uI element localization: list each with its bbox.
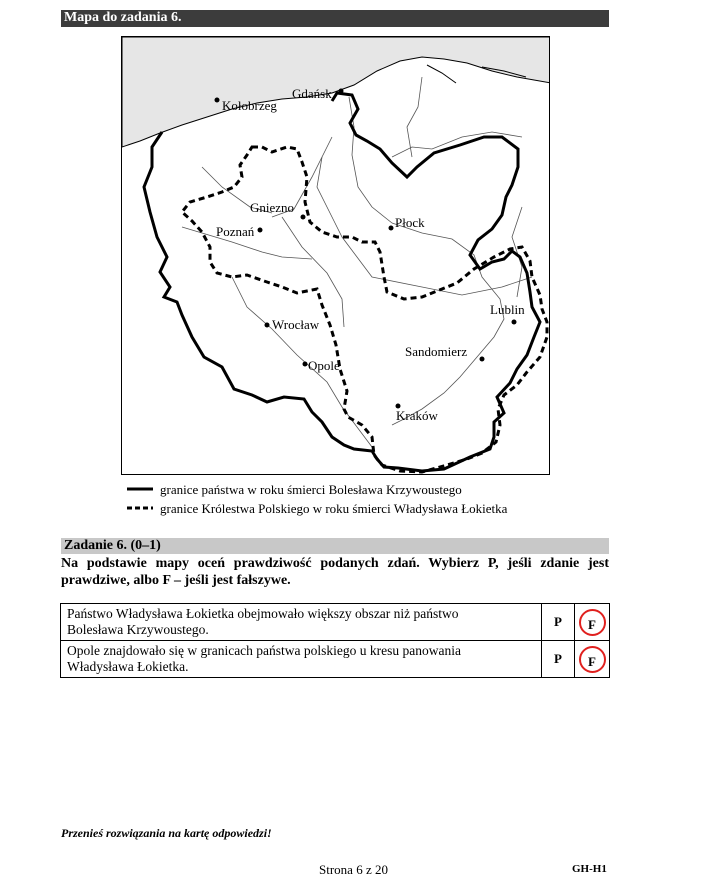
historical-map <box>121 36 550 475</box>
dashed-line-symbol <box>127 506 153 510</box>
city-plock: Płock <box>395 215 425 230</box>
document-code: GH-H1 <box>572 863 607 875</box>
legend-dashed-label: granice Królestwa Polskiego w roku śmierci Władysława Łokietka <box>160 501 508 516</box>
option-f[interactable] <box>575 641 610 678</box>
city-wroclaw: Wrocław <box>272 317 320 332</box>
answer-table <box>60 603 610 678</box>
statement-row <box>61 641 610 678</box>
option-p[interactable]: P <box>542 641 575 678</box>
city-gdansk: Gdańsk <box>292 86 332 101</box>
option-f[interactable] <box>575 604 610 641</box>
option-p[interactable]: P <box>542 604 575 641</box>
selected-option-f[interactable]: F <box>579 609 606 636</box>
statement-line: Państwo Władysława Łokietka obejmowało większy obszar niż państwo <box>67 606 459 621</box>
statement-text <box>61 604 542 641</box>
city-krakow: Kraków <box>396 408 438 423</box>
map-section-title: Mapa do zadania 6. <box>61 10 609 27</box>
city-gniezno: Gniezno <box>250 200 295 215</box>
city-poznan: Poznań <box>216 224 255 239</box>
city-kolobrzeg: Kołobrzeg <box>222 98 277 113</box>
city-lublin: Lublin <box>490 302 525 317</box>
task-title: Zadanie 6. (0–1) <box>61 538 609 554</box>
solid-line-symbol <box>127 487 153 491</box>
statement-row <box>61 604 610 641</box>
selected-option-f[interactable]: F <box>579 646 606 673</box>
statement-line: Bolesława Krzywoustego. <box>67 622 209 637</box>
task-instruction: Na podstawie mapy oceń prawdziwość podanych zdań. Wybierz P, jeśli zdanie jest prawdziwe, albo F – jeśli jest fałszywe. <box>61 556 609 588</box>
legend-solid-label: granice państwa w roku śmierci Bolesława Krzywoustego <box>160 482 462 497</box>
footer-note: Przenieś rozwiązania na kartę odpowiedzi! <box>61 826 272 840</box>
statement-line: Władysława Łokietka. <box>67 659 189 674</box>
statement-text <box>61 641 542 678</box>
city-sandomierz: Sandomierz <box>405 344 468 359</box>
statement-line: Opole znajdowało się w granicach państwa polskiego u kresu panowania <box>67 643 462 658</box>
page-number: Strona 6 z 20 <box>319 862 388 877</box>
city-opole: Opole <box>308 358 340 373</box>
boleslaw-border <box>144 93 540 471</box>
